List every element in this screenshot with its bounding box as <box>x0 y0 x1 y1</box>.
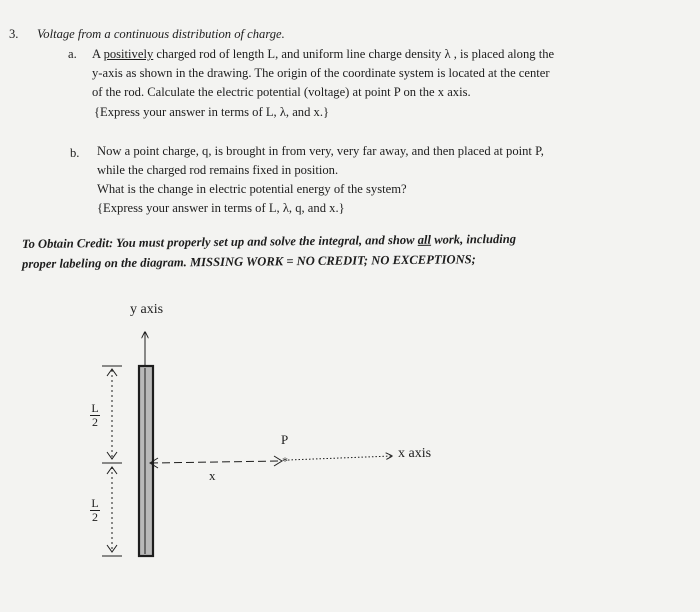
credit-line-1-post: work, including <box>434 231 517 247</box>
part-a-line-4: {Express your answer in terms of L, λ, and x.} <box>94 105 330 119</box>
part-b-line-3: What is the change in electric potential energy of the system? <box>97 182 407 196</box>
credit-line-2: proper labeling on the diagram. MISSING WORK = NO CREDIT; NO EXCEPTIONS; <box>21 252 476 271</box>
point-p-label: P <box>281 432 289 447</box>
x-axis-line <box>288 456 392 460</box>
point-p-marker: * <box>282 454 288 468</box>
lower-half-length-label <box>90 497 100 524</box>
all-underlined: all <box>417 232 432 247</box>
part-b-line-1: Now a point charge, q, is brought in from very, very far away, and then placed at point P, <box>97 144 544 158</box>
part-b-line-4: {Express your answer in terms of L, λ, q, and x.} <box>97 201 345 215</box>
lower-half-length-numerator: L <box>91 496 99 510</box>
part-a-line-3: of the rod. Calculate the electric potential (voltage) at point P on the x axis. <box>92 85 471 99</box>
upper-half-length-numerator: L <box>91 401 99 415</box>
upper-half-length-label <box>90 402 100 429</box>
part-a-line-2: y-axis as shown in the drawing. The origin of the coordinate system is located at the center <box>92 66 550 80</box>
positively-underlined: positively <box>103 47 154 61</box>
part-a-label: a. <box>68 47 77 61</box>
part-b-label: b. <box>70 146 80 160</box>
part-a-line-1-post: charged rod of length L, and uniform line charge density λ , is placed along the <box>156 47 555 61</box>
part-b-line-2: while the charged rod remains fixed in position. <box>97 163 339 177</box>
part-a-line-1-pre: A <box>92 47 101 61</box>
y-axis-label: y axis <box>130 302 164 317</box>
charged-rod <box>139 366 153 556</box>
upper-half-length-denominator: 2 <box>92 415 98 429</box>
x-axis-label: x axis <box>398 446 432 461</box>
lower-half-length-denominator: 2 <box>92 510 98 524</box>
x-distance-line <box>150 461 282 463</box>
credit-line-1-pre: To Obtain Credit: You must properly set up and solve the integral, and show <box>21 232 415 251</box>
problem-title: Voltage from a continuous distribution of charge. <box>37 27 285 41</box>
x-distance-label: x <box>209 468 216 483</box>
problem-number: 3. <box>9 27 19 41</box>
